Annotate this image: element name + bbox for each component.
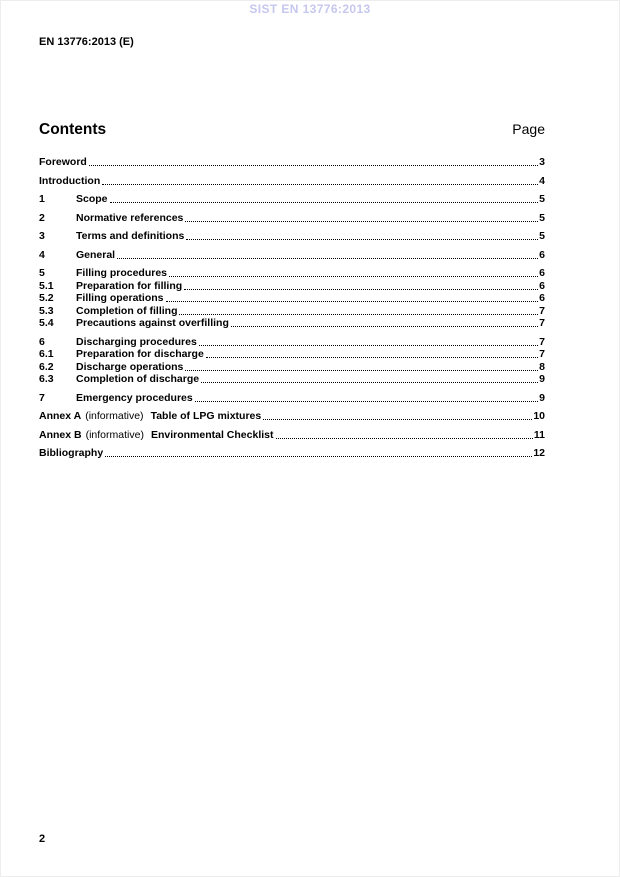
toc-entry-page: 7 (539, 348, 545, 360)
toc-annex-title: Table of LPG mixtures (150, 410, 262, 422)
dot-leader (185, 221, 538, 222)
toc-annex-title: Environmental Checklist (150, 428, 274, 441)
dot-leader (276, 438, 533, 439)
toc-annex-prefix: Annex B (39, 428, 82, 441)
toc-entry-label: Completion of filling (76, 304, 178, 317)
toc-entry-page: 6 (539, 279, 545, 292)
toc-entry-number: 1 (39, 193, 45, 205)
toc-annex-prefix: Annex A (39, 410, 82, 422)
toc-entry-number: 6.1 (39, 348, 54, 360)
toc-entry-label: Discharge operations (76, 360, 184, 373)
toc-entry-label: Filling operations (76, 292, 164, 304)
dot-leader (263, 419, 532, 420)
toc-entry-page: 5 (539, 211, 545, 224)
page-column-label: Page (512, 121, 545, 137)
toc-annex-qualifier: (informative) (85, 410, 144, 422)
toc-entry-number: 5.4 (39, 317, 54, 329)
dot-leader (199, 345, 538, 346)
toc-entry-page: 6 (539, 248, 545, 261)
toc-entry-label: Precautions against overfilling (76, 317, 229, 329)
toc-entry-label: Discharging procedures (76, 335, 197, 348)
toc-entry-number: 6 (39, 335, 45, 348)
toc-entry-label: Preparation for discharge (76, 348, 204, 360)
toc-entry (39, 348, 545, 360)
dot-leader (231, 326, 538, 327)
toc-entry-number: 4 (39, 248, 45, 261)
toc-entry-number: 3 (39, 230, 45, 242)
toc-entry (39, 317, 545, 329)
toc-entry (39, 410, 545, 422)
toc-entry-page: 7 (539, 335, 545, 348)
toc-entry-number: 6.2 (39, 360, 54, 373)
toc-entry-label: Emergency procedures (76, 391, 193, 404)
toc-entry (39, 292, 545, 304)
toc-entry-page: 9 (539, 373, 545, 385)
dot-leader (201, 382, 538, 383)
dot-leader (89, 165, 538, 166)
toc-entry (39, 361, 545, 373)
toc-annex-qualifier: (informative) (85, 428, 144, 441)
dot-leader (185, 370, 538, 371)
dot-leader (102, 184, 538, 185)
toc-entry-page: 3 (539, 156, 545, 168)
toc-entry-label: Introduction (39, 174, 101, 187)
toc-entry-page: 5 (539, 193, 545, 205)
toc-entry-page: 11 (533, 428, 545, 441)
toc-entry-page: 9 (539, 391, 545, 404)
dot-leader (105, 456, 532, 457)
toc-entry-page: 7 (539, 317, 545, 329)
dot-leader (186, 239, 538, 240)
toc-entry-page: 12 (533, 447, 545, 459)
dot-leader (166, 301, 539, 302)
toc-entry-label (39, 429, 274, 441)
toc-entry (39, 175, 545, 187)
toc-entry (39, 373, 545, 385)
toc-entry-number: 6.3 (39, 373, 54, 385)
toc-entry (39, 212, 545, 224)
document-reference: EN 13776:2013 (E) (39, 36, 134, 48)
dot-leader (179, 314, 538, 315)
toc-entry-number: 5.2 (39, 292, 54, 304)
toc-entry (39, 280, 545, 292)
toc-entry-page: 7 (539, 304, 545, 317)
toc-entry-number: 5 (39, 267, 45, 279)
dot-leader (184, 289, 538, 290)
toc-entry-label: Completion of discharge (76, 373, 200, 385)
toc-entry-label (39, 410, 261, 422)
toc-entry (39, 447, 545, 459)
toc-entry-number: 7 (39, 391, 45, 404)
toc-entry (39, 249, 545, 261)
toc-entry-number: 2 (39, 211, 45, 224)
toc-entry-label: Foreword (39, 156, 87, 168)
toc-entry (39, 305, 545, 317)
table-of-contents (39, 156, 545, 459)
toc-entry (39, 156, 545, 168)
toc-entry (39, 429, 545, 441)
toc-entry-number: 5.1 (39, 279, 54, 292)
toc-entry (39, 392, 545, 404)
toc-entry (39, 267, 545, 279)
toc-entry-page: 10 (533, 410, 545, 422)
dot-leader (169, 276, 538, 277)
toc-entry-page: 6 (539, 267, 545, 279)
dot-leader (195, 401, 538, 402)
toc-entry-page: 8 (539, 360, 545, 373)
toc-entry-label: Bibliography (39, 447, 104, 459)
toc-entry (39, 336, 545, 348)
toc-entry (39, 193, 545, 205)
contents-header-row (39, 121, 545, 139)
toc-entry-label: Terms and definitions (76, 230, 185, 242)
toc-entry (39, 230, 545, 242)
page-number: 2 (39, 833, 46, 845)
toc-entry-page: 5 (539, 230, 545, 242)
toc-entry-page: 4 (539, 174, 545, 187)
toc-entry-label: Normative references (76, 211, 184, 224)
toc-entry-label: Preparation for filling (76, 279, 183, 292)
toc-entry-label: Filling procedures (76, 267, 168, 279)
toc-entry-page: 6 (539, 292, 545, 304)
toc-entry-number: 5.3 (39, 304, 54, 317)
dot-leader (206, 357, 538, 358)
dot-leader (110, 202, 539, 203)
toc-entry-label: General (76, 248, 116, 261)
contents-heading: Contents (39, 121, 107, 138)
toc-entry-label: Scope (76, 193, 108, 205)
dot-leader (117, 258, 538, 259)
watermark-text: SIST EN 13776:2013 (249, 2, 371, 16)
